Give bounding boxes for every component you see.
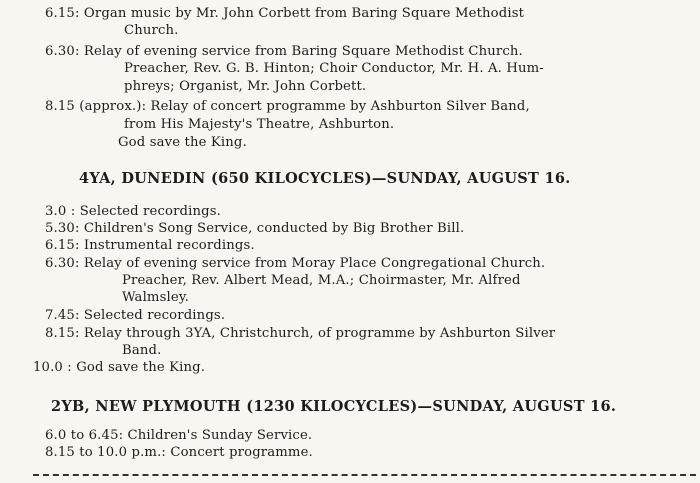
programme-line: 7.45: Selected recordings. [45, 308, 226, 323]
programme-line: 6.30: Relay of evening service from Moray Place Congregational Church. [45, 256, 546, 271]
page-divider-rule [33, 474, 696, 476]
programme-line: 3.0 : Selected recordings. [45, 204, 221, 219]
station-heading: 4YA, DUNEDIN (650 KILOCYCLES)—SUNDAY, AUGUST 16. [79, 170, 571, 187]
programme-line: 5.30: Children's Song Service, conducted by Big Brother Bill. [45, 221, 465, 236]
programme-line: God save the King. [118, 135, 247, 150]
programme-line: 6.15: Instrumental recordings. [45, 238, 255, 253]
programme-line: 8.15 (approx.): Relay of concert programme by Ashburton Silver Band, [45, 99, 530, 114]
programme-line: 10.0 : God save the King. [33, 360, 206, 375]
programme-line: Church. [124, 23, 179, 38]
programme-line: from His Majesty's Theatre, Ashburton. [124, 117, 395, 132]
programme-line: phreys; Organist, Mr. John Corbett. [124, 79, 367, 94]
programme-line: 8.15: Relay through 3YA, Christchurch, of programme by Ashburton Silver [45, 326, 556, 341]
programme-line: Walmsley. [122, 290, 190, 305]
programme-line: Preacher, Rev. G. B. Hinton; Choir Conductor, Mr. H. A. Hum- [124, 61, 544, 76]
programme-line: 6.30: Relay of evening service from Baring Square Methodist Church. [45, 44, 523, 59]
station-heading: 2YB, NEW PLYMOUTH (1230 KILOCYCLES)—SUNDAY, AUGUST 16. [51, 398, 617, 415]
programme-line: 6.15: Organ music by Mr. John Corbett from Baring Square Methodist [45, 6, 525, 21]
programme-line: Preacher, Rev. Albert Mead, M.A.; Choirmaster, Mr. Alfred [122, 273, 521, 288]
programme-line: Band. [122, 343, 162, 358]
programme-line: 6.0 to 6.45: Children's Sunday Service. [45, 428, 313, 443]
programme-line: 8.15 to 10.0 p.m.: Concert programme. [45, 445, 313, 460]
